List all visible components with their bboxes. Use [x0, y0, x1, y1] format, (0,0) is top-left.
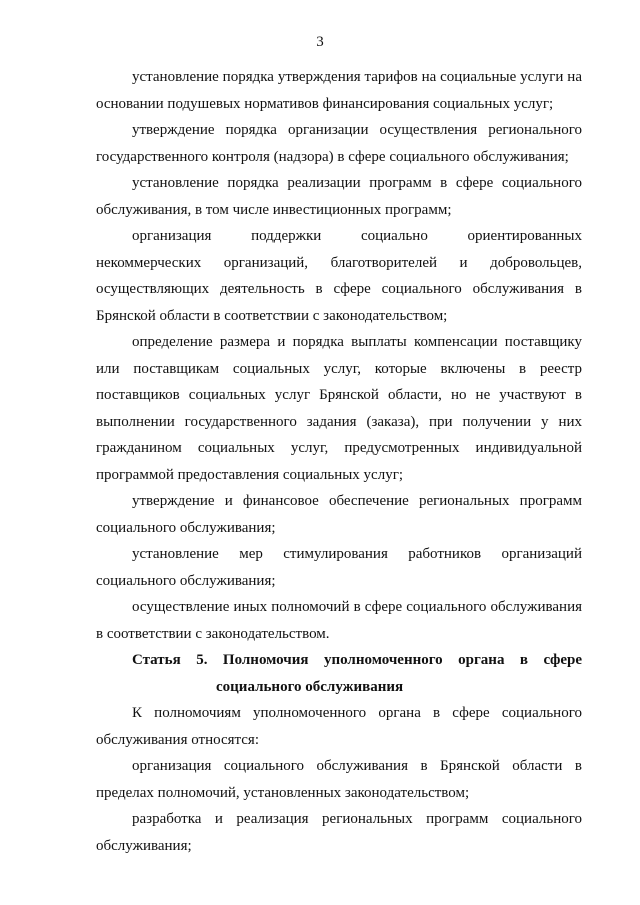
paragraph: установление порядка утверждения тарифов на социальные услуги на основании подушевых нормативов финансирования социальных услуг;	[96, 69, 582, 112]
page-number: 3	[316, 34, 324, 50]
paragraph: определение размера и порядка выплаты компенсации поставщику или поставщикам социальных услуг, которые включены в реестр поставщиков социальных услуг Брянской области, но не участвуют в выполнении государственного задания (заказа), при получении у них гражданином социальных услуг, предусмотренных индивидуальной программой предоставления социальных услуг;	[96, 334, 582, 483]
paragraph: установление мер стимулирования работников организаций социального обслуживания;	[96, 546, 582, 589]
document-body	[96, 64, 582, 859]
paragraph: утверждение порядка организации осуществления регионального государственного контроля (надзора) в сфере социального обслуживания;	[96, 122, 582, 165]
paragraph: утверждение и финансовое обеспечение региональных программ социального обслуживания;	[96, 493, 582, 536]
paragraph: разработка и реализация региональных программ социального обслуживания;	[96, 811, 582, 854]
paragraph: К полномочиям уполномоченного органа в сфере социального обслуживания относятся:	[96, 705, 582, 748]
paragraph: организация поддержки социально ориентированных некоммерческих организаций, благотворителей и добровольцев, осуществляющих деятельность в сфере социального обслуживания в Брянской области в соответствии с законодательством;	[96, 228, 582, 324]
paragraph: организация социального обслуживания в Брянской области в пределах полномочий, установленных законодательством;	[96, 758, 582, 801]
paragraph: установление порядка реализации программ в сфере социального обслуживания, в том числе инвестиционных программ;	[96, 175, 582, 218]
paragraph: осуществление иных полномочий в сфере социального обслуживания в соответствии с законодательством.	[96, 599, 582, 642]
article-heading-subtitle: социального обслуживания	[216, 678, 404, 695]
article-heading	[96, 647, 582, 700]
article-heading-title: Статья 5. Полномочия уполномоченного органа в сфере	[132, 652, 582, 668]
